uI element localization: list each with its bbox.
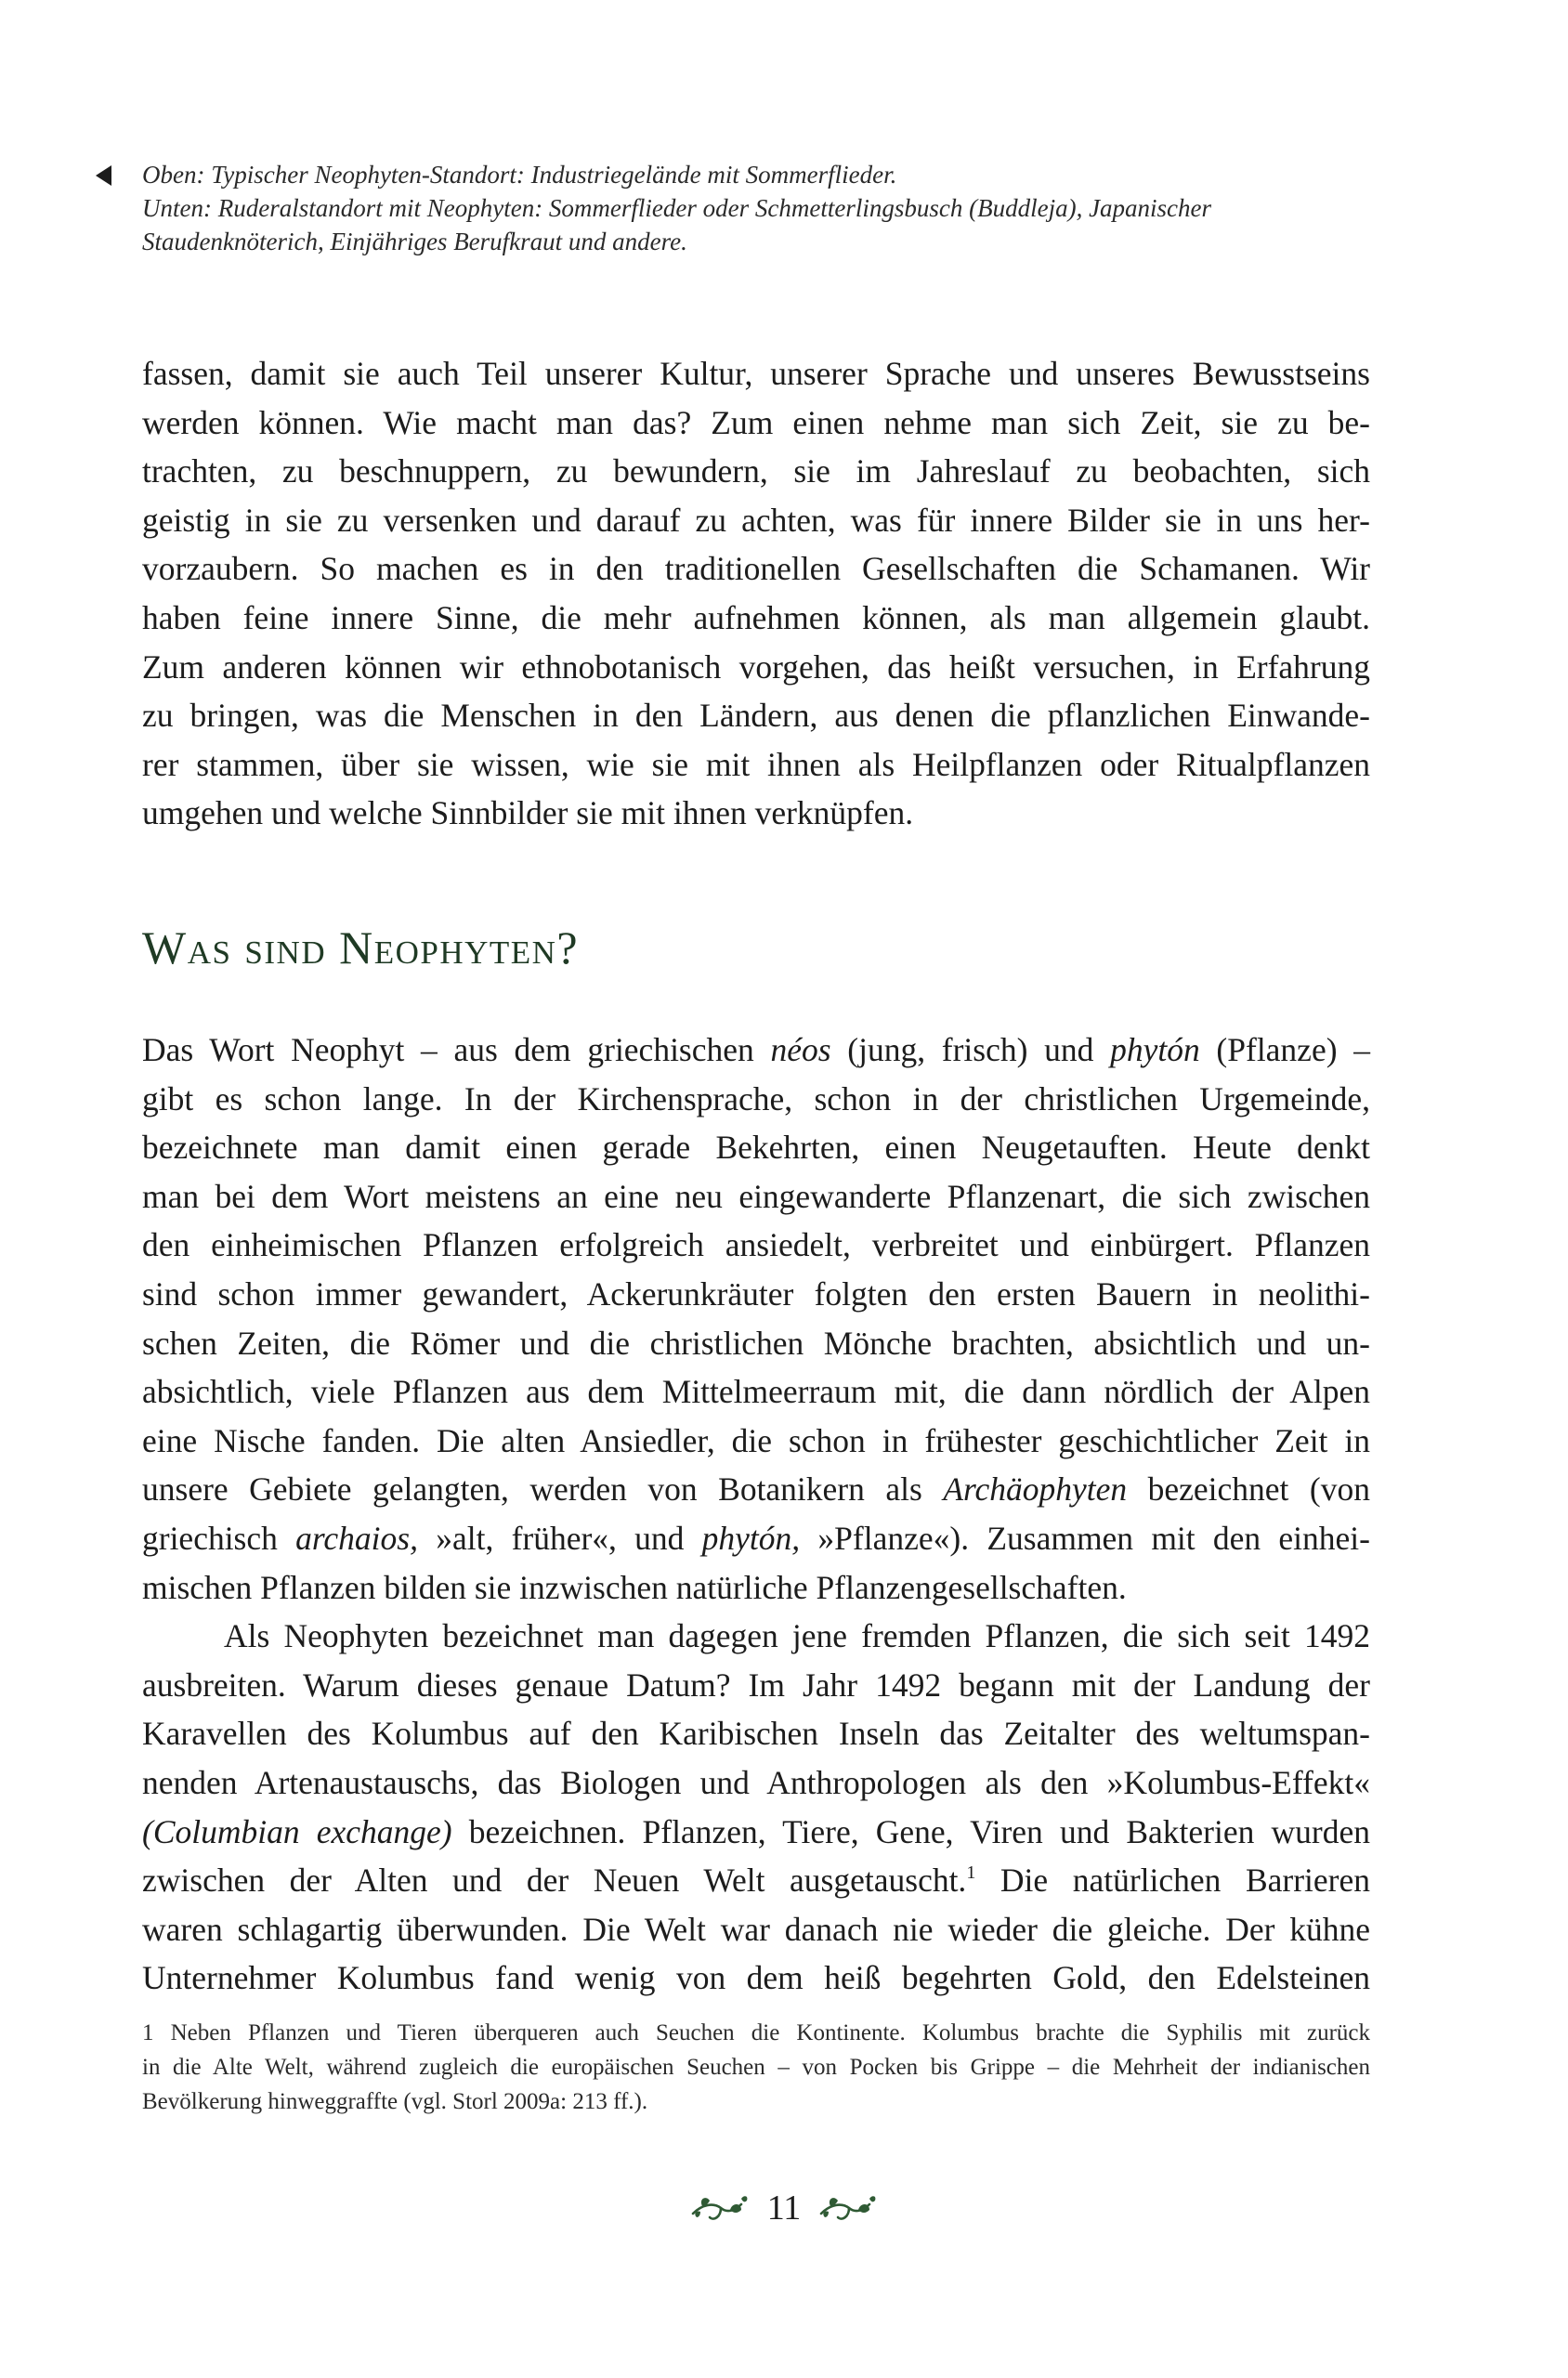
text-span: bezeichnet (von [1127,1470,1370,1509]
text-line: vorzaubern. So machen es in den traditionellen Gesellschaften die Schamanen. Wir [142,550,1370,588]
right-vine-ornament-icon [817,2191,879,2225]
body-text [142,1026,1370,2003]
text-span: »alt, früher«, und [417,1519,702,1557]
vine-tendril [838,2208,849,2219]
text-line: Als Neophyten bezeichnet man dagegen jene fremden Pflanzen, die sich seit 1492 [224,1617,1370,1655]
caption-line: Unten: Ruderalstandort mit Neophyten: Sommerflieder oder Schmetterlingsbusch (Buddleja), Japanischer [142,194,1212,222]
text-line: bezeichnete man damit einen gerade Bekehrten, einen Neugetauften. Heute denkt [142,1129,1370,1167]
text-line: waren schlagartig überwunden. Die Welt war danach nie wieder die gleiche. Der kühne [142,1910,1370,1948]
text-span: »Pflanze«). Zusammen mit den einhei- [800,1519,1370,1557]
footnote-line: 1 Neben Pflanzen und Tieren überqueren auch Seuchen die Kontinente. Kolumbus brachte die Syphilis mit zurück [142,2020,1370,2045]
greek-term: phytón [1110,1031,1200,1068]
greek-term: phytón, [701,1519,801,1557]
left-arrow-icon [96,165,111,186]
vine-tendril [710,2208,721,2219]
text-span: griechisch [142,1519,296,1557]
text-line: fassen, damit sie auch Teil unserer Kultur, unserer Sprache und unseres Bewusstseins [142,355,1370,392]
page-number: 11 [766,2189,802,2228]
text-line: absichtlich, viele Pflanzen aus dem Mittelmeerraum mit, die dann nördlich der Alpen [142,1373,1370,1411]
intro-paragraph [142,349,1370,838]
text-span: (jung, frisch) und [830,1031,1111,1068]
text-line: schen Zeiten, die Römer und die christlichen Mönche brachten, absichtlich und un- [142,1324,1370,1362]
footnote [142,2016,1370,2119]
text-line: Zum anderen können wir ethnobotanisch vorgehen, das heißt versuchen, in Erfahrung [142,647,1370,686]
section-heading: Was sind Neophyten? [142,921,580,973]
text-line: man bei dem Wort meistens an eine neu eingewanderte Pflanzenart, die sich zwischen [142,1177,1370,1215]
text-line [142,1465,1370,1514]
text-line: gibt es schon lange. In der Kirchensprache, schon in der christlichen Urgemeinde, [142,1079,1370,1117]
text-line: ausbreiten. Warum dieses genaue Datum? Im Jahr 1492 begann mit der Landung der [142,1666,1370,1704]
text-line [142,1514,1370,1563]
text-line: Karavellen des Kolumbus auf den Karibischen Inseln das Zeitalter des weltumspan- [142,1715,1370,1753]
text-line: eine Nische fanden. Die alten Ansiedler, die schon in frühester geschichtlicher Zeit in [142,1421,1370,1459]
term: Archäophyten [943,1470,1128,1509]
greek-term: néos [770,1031,831,1068]
text-line [142,1026,1370,1075]
text-line: werden können. Wie macht man das? Zum einen nehme man sich Zeit, sie zu be- [142,403,1370,441]
text-line [142,1808,1370,1857]
text-span: zwischen der Alten und der Neuen Welt ausgetauscht. [142,1862,967,1900]
text-line [142,1856,1370,1905]
leaf [869,2196,875,2202]
left-vine-ornament-icon [689,2191,751,2225]
text-line: trachten, zu beschnuppern, zu bewundern, sie im Jahreslauf zu beobachten, sich [142,452,1370,490]
text-line: rer stammen, über sie wissen, wie sie mit ihnen als Heilpflanzen oder Ritualpflanzen [142,745,1370,783]
text-line: umgehen und welche Sinnbilder sie mit ihnen verknüpfen. [142,794,914,832]
caption-line: Staudenknöterich, Einjähriges Berufkraut und andere. [142,228,687,255]
image-caption [142,158,1368,258]
text-span: Die natürlichen Barrieren [975,1862,1370,1900]
greek-term: archaios, [295,1519,418,1557]
term: (Columbian exchange) [142,1812,452,1850]
caption-line: Oben: Typischer Neophyten-Standort: Industriegelände mit Sommerflieder. [142,161,897,189]
footnote-marker[interactable]: 1 [966,1862,976,1884]
text-line: den einheimischen Pflanzen erfolgreich ansiedelt, verbreitet und einbürgert. Pflanzen [142,1226,1370,1264]
text-line: zu bringen, was die Menschen in den Ländern, aus denen die pflanzlichen Einwande- [142,697,1370,735]
footnote-line: Bevölkerung hinweggraffte (vgl. Storl 2009a: 213 ff.). [142,2089,648,2114]
footnote-line: in die Alte Welt, während zugleich die europäischen Seuchen – von Pocken bis Grippe – die Mehrheit der indianischen [142,2055,1370,2080]
text-span: (Pflanze) – [1199,1031,1370,1068]
text-line: mischen Pflanzen bilden sie inzwischen natürliche Pflanzengesellschaften. [142,1568,1127,1606]
text-line: sind schon immer gewandert, Ackerunkräuter folgten den ersten Bauern in neolithi- [142,1274,1370,1313]
page-folio [0,2188,1568,2228]
leaf [741,2196,747,2202]
text-line: haben feine innere Sinne, die mehr aufnehmen können, als man allgemein glaubt. [142,598,1370,636]
text-span: bezeichnen. Pflanzen, Tiere, Gene, Viren und Bakterien wurden [451,1812,1370,1850]
text-span: unsere Gebiete gelangten, werden von Botanikern als [142,1470,944,1509]
text-line: Unternehmer Kolumbus fand wenig von dem heiß begehrten Gold, den Edelsteinen [142,1959,1370,1997]
text-span: Das Wort Neophyt – aus dem griechischen [142,1031,771,1068]
text-line: geistig in sie zu versenken und darauf zu achten, was für innere Bilder sie in uns her- [142,501,1370,539]
text-line: nenden Artenaustauschs, das Biologen und Anthropologen als den »Kolumbus-Effekt« [142,1763,1370,1801]
